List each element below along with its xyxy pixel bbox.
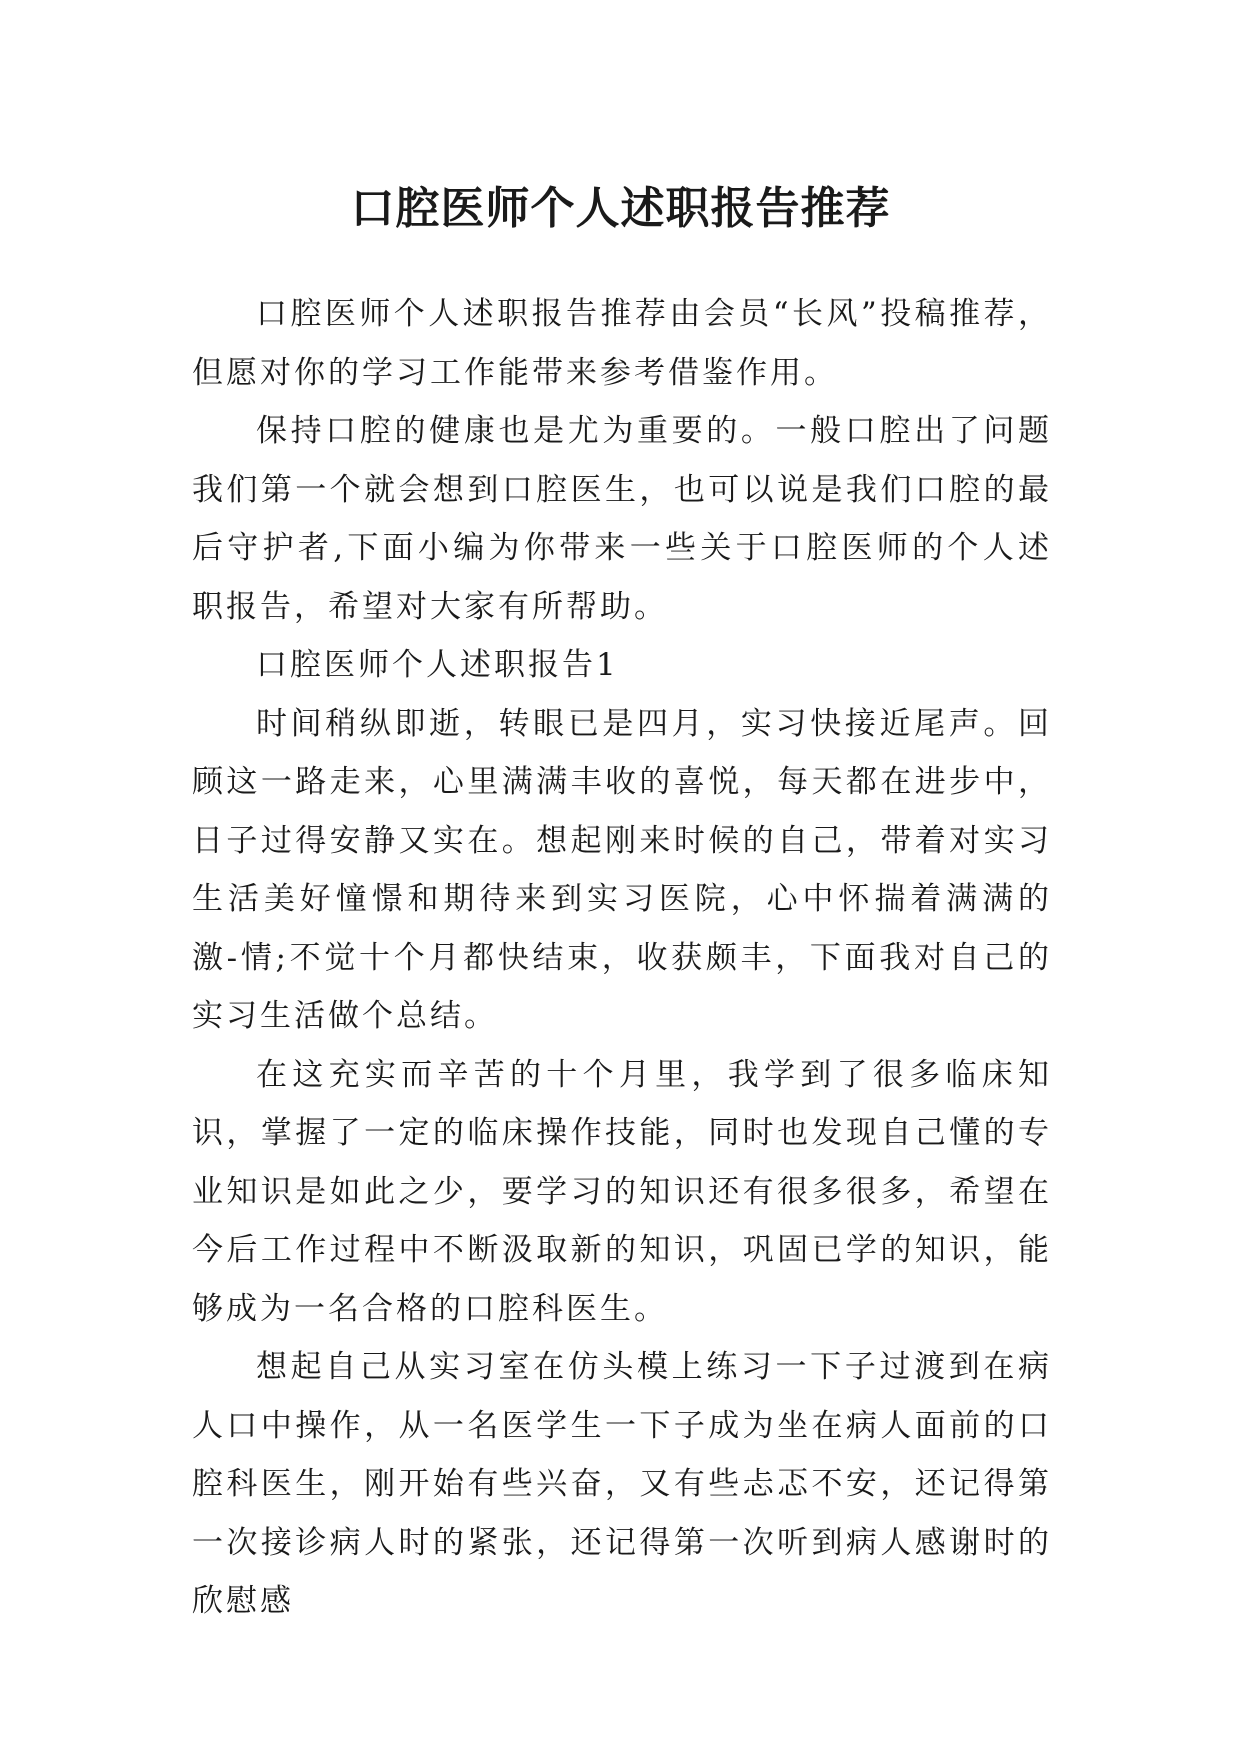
section-heading: 口腔医师个人述职报告1	[256, 647, 619, 683]
paragraph-body-3: 想起自己从实习室在仿头模上练习一下子过渡到在病人口中操作，从一名医学生一下子成为坐在病人面前的口腔科医生，刚开始有些兴奋，又有些忐忑不安，还记得第一次接诊病人时的紧张，还记得第一次听到病人感谢时的欣慰感	[192, 1349, 1052, 1619]
paragraph-body-2: 在这充实而辛苦的十个月里，我学到了很多临床知识，掌握了一定的临床操作技能，同时也发现自己懂的专业知识是如此之少，要学习的知识还有很多很多，希望在今后工作过程中不断汲取新的知识，巩固已学的知识，能够成为一名合格的口腔科医生。	[192, 1056, 1052, 1327]
paragraph-preface: 保持口腔的健康也是尤为重要的。一般口腔出了问题我们第一个就会想到口腔医生，也可以说是我们口腔的最后守护者,下面小编为你带来一些关于口腔医师的个人述职报告，希望对大家有所帮助。	[192, 413, 1052, 625]
document-title: 口腔医师个人述职报告推荐	[350, 183, 891, 235]
paragraph-intro: 口腔医师个人述职报告推荐由会员“长风”投稿推荐，但愿对你的学习工作能带来参考借鉴作用。	[192, 296, 1052, 391]
paragraph-body-1: 时间稍纵即逝，转眼已是四月，实习快接近尾声。回顾这一路走来，心里满满丰收的喜悦，每天都在进步中，日子过得安静又实在。想起刚来时候的自己，带着对实习生活美好憧憬和期待来到实习医院，心中怀揣着满满的激-情;不觉十个月都快结束，收获颇丰，下面我对自己的实习生活做个总结。	[192, 705, 1052, 1034]
document-body	[192, 285, 1052, 1631]
